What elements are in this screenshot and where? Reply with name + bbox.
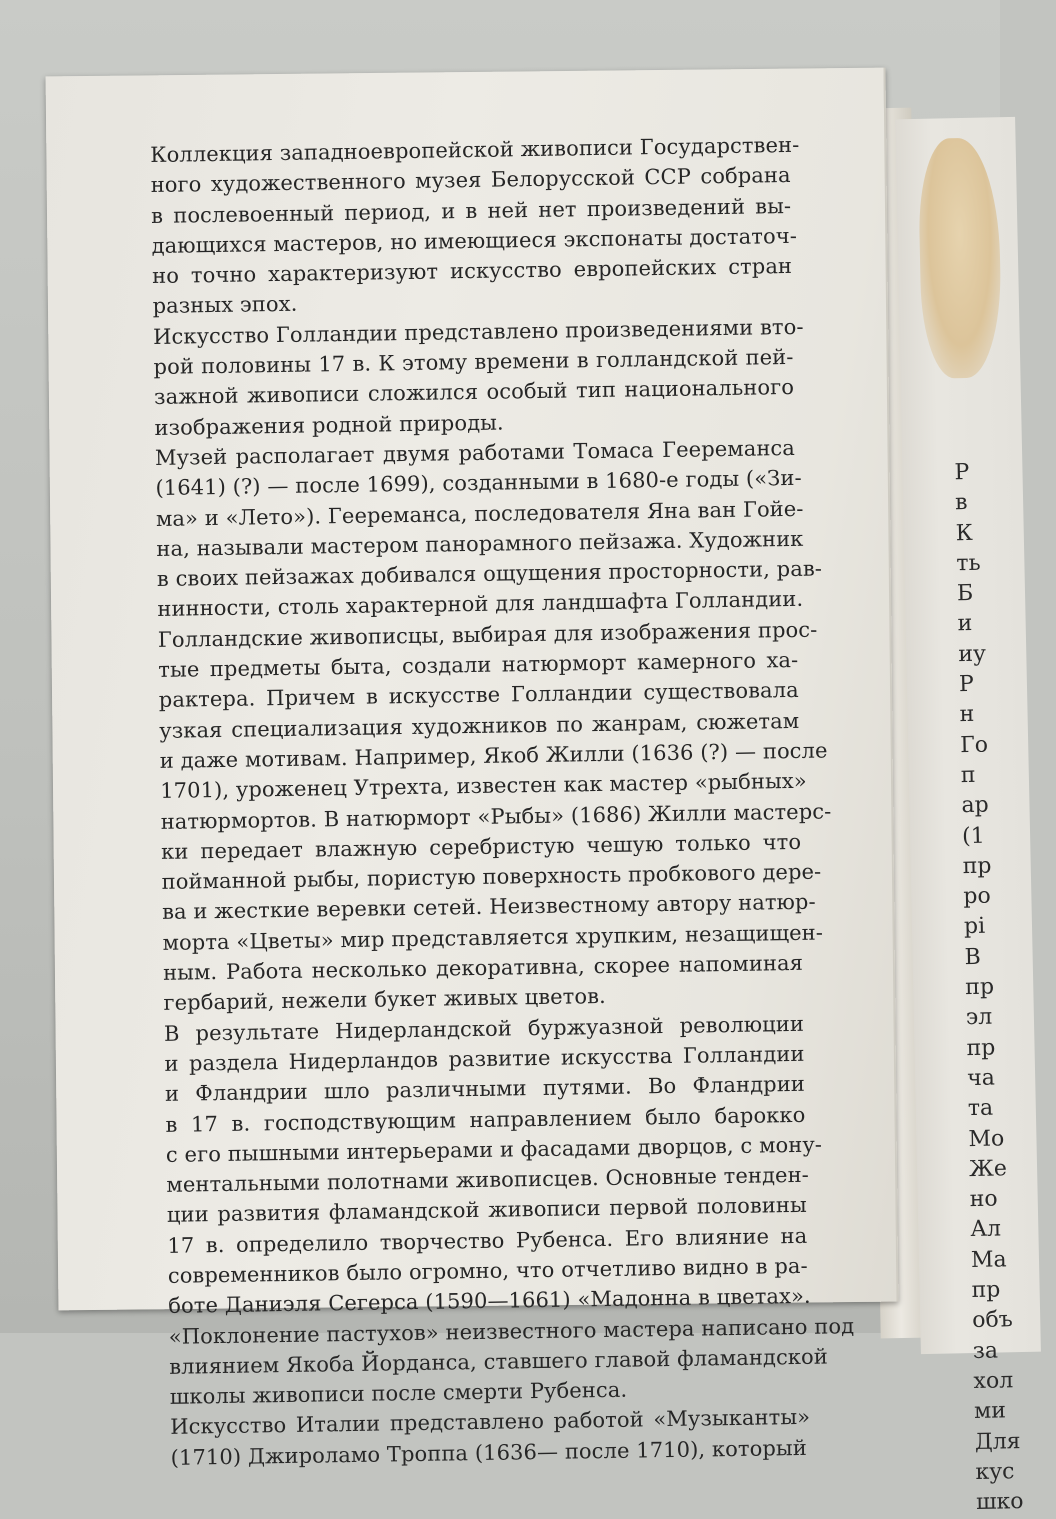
text-line: ции развития фламандской живописи первой половины	[166, 1193, 808, 1228]
text-line: на, называли мастером панорамного пейзажа. Художник	[156, 526, 804, 561]
text-line: (1710) Джироламо Троппа (1636— после 1710), который	[170, 1435, 808, 1470]
text-line: Голландские живописцы, выбирая для изображения прос-	[157, 617, 818, 652]
text-line: и даже мотивам. Например, Якоб Жилли (1636 (?) — после	[159, 738, 828, 773]
text-line: с его пышными интерьерами и фасадами дворцов, с мону-	[165, 1132, 823, 1167]
text-line: рактера. Причем в искусстве Голландии существовала	[158, 678, 799, 713]
text-line: боте Даниэля Сегерса (1590—1661) «Мадонна в цветах».	[168, 1284, 811, 1319]
text-line: современников было огромно, что отчетливо видно в ра-	[167, 1253, 808, 1288]
text-line: дающихся мастеров, но имеющиеся экспонаты достаточ-	[151, 223, 798, 258]
text-line: но точно характеризуют искусство европейских стран	[151, 254, 793, 289]
text-line: в своих пейзажах добивался ощущения просторности, рав-	[156, 556, 823, 592]
text-line: 17 в. определило творчество Рубенса. Его влияние на	[167, 1223, 808, 1258]
text-line: «Поклонение пастухов» неизвестного мастера написано под	[168, 1313, 855, 1349]
text-line: рой половины 17 в. К этому времени в голландской пей-	[153, 344, 794, 380]
text-line: в 17 в. господствующим направлением было барокко	[165, 1102, 806, 1137]
text-line: 1701), уроженец Утрехта, известен как мастер «рыбных»	[160, 769, 807, 804]
text-line: и Фландрии шло различными путями. Во Фландрии	[164, 1072, 806, 1107]
text-line: разных эпох.	[152, 292, 298, 319]
text-line: ным. Работа несколько декоративна, скорее напоминая	[162, 950, 804, 985]
text-line: зажной живописи сложился особый тип национального	[153, 375, 795, 410]
text-line: ментальными полотнами живописцев. Основные тенден-	[166, 1162, 810, 1197]
facing-page	[895, 117, 1041, 1516]
text-line: Искусство Италии представлено работой «Музыканты»	[170, 1405, 811, 1440]
text-line: школы живописи после смерти Рубенса.	[169, 1377, 628, 1410]
text-line: морта «Цветы» мир представляется хрупким, незащищен-	[162, 920, 824, 955]
text-line: пойманной рыбы, пористую поверхность пробкового дере-	[161, 859, 822, 895]
paper-stain	[917, 137, 1002, 379]
text-line: тые предметы быта, создали натюрморт камерного ха-	[158, 647, 799, 682]
page-body-text	[150, 130, 855, 1473]
text-line: изображения родной природы.	[154, 410, 504, 440]
text-line: ного художественного музея Белорусской ССР собрана	[150, 163, 791, 198]
text-line: в послевоенный период, и в ней нет произведений вы-	[150, 193, 792, 228]
text-line: Музей располагает двумя работами Томаса Геереманса	[154, 435, 796, 470]
text-line: натюрмортов. В натюрморт «Рыбы» (1686) Жилли мастерс-	[160, 798, 832, 834]
text-line: узкая специализация художников по жанрам, сюжетам	[159, 708, 800, 743]
text-line: Коллекция западноевропейской живописи Государствен-	[150, 132, 800, 167]
text-line: ва и жесткие веревки сетей. Неизвестному автору натюр-	[161, 890, 816, 925]
text-line: влиянием Якоба Йорданса, ставшего главой фламандской	[169, 1344, 829, 1379]
text-line: Искусство Голландии представлено произведениями вто-	[152, 314, 804, 349]
facing-page-text-fragments: Р в К ть Б и иу Р н Го п ар (1 пр ро рі В пр эл пр ча та Мо Же но Ал Ма пр объ за хол ми Для кус шко	[954, 459, 1024, 1516]
text-line: ма» и «Лето»). Геереманса, последователя Яна ван Гойе-	[155, 496, 804, 531]
text-line: ки передает влажную серебристую чешую только что	[160, 829, 802, 864]
text-line: нинности, столь характерной для ландшафта Голландии.	[157, 587, 804, 622]
text-line: В результате Нидерландской буржуазной революции	[163, 1011, 805, 1046]
text-line: (1641) (?) — после 1699), созданными в 1680-е годы («Зи-	[155, 466, 802, 501]
text-line: и раздела Нидерландов развитие искусства Голландии	[164, 1041, 805, 1076]
text-line: гербарий, нежели букет живых цветов.	[163, 984, 607, 1016]
